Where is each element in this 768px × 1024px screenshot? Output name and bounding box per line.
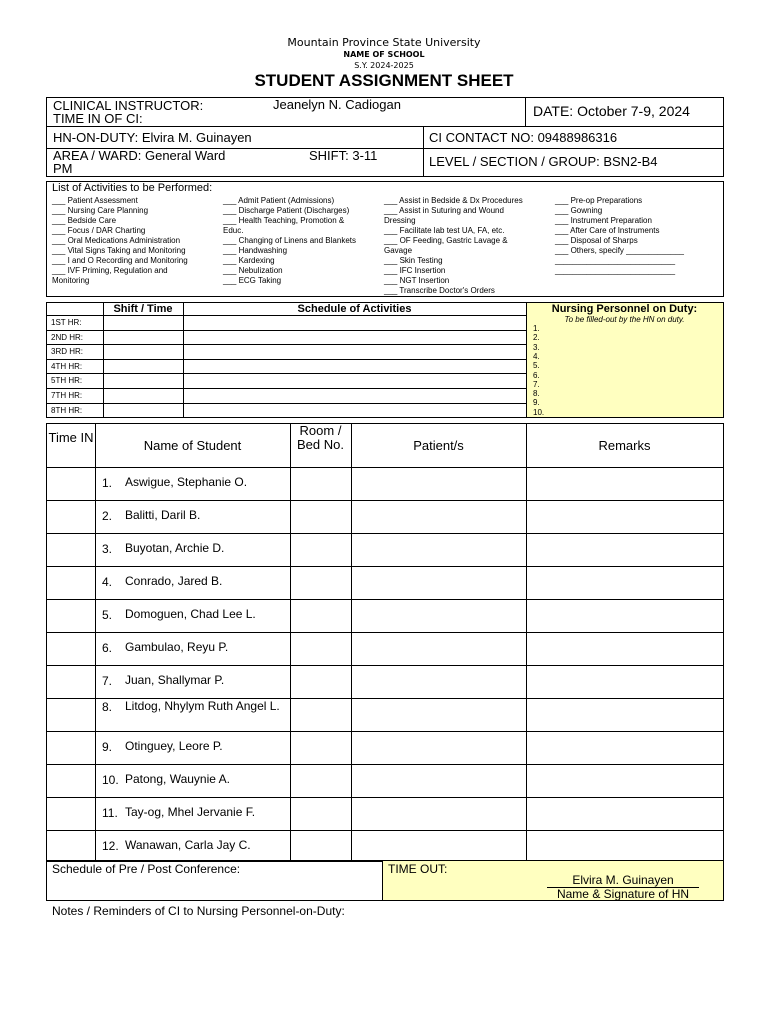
ci-contact: CI CONTACT NO: 09488986316 [429,130,618,145]
activity-item: ___ Discharge Patient (Discharges) [223,206,350,215]
student-name: Otinguey, Leore P. [125,739,223,753]
activity-item: ___ Oral Medications Administration [52,236,181,245]
student-row [47,797,723,830]
student-number: 9. [102,740,113,754]
activity-item: ___ OF Feeding, Gastric Lavage & [384,236,508,245]
schedule-hour-label: 5TH HR: [51,376,83,386]
ci-name: Jeanelyn N. Cadiogan [273,97,401,112]
student-number: 5. [102,608,113,622]
schedule-hour-label: 2ND HR: [51,332,84,342]
student-name: Buyotan, Archie D. [125,541,225,555]
student-row [47,665,723,698]
student-number: 7. [102,674,113,688]
activity-item: ___ After Care of Instruments [555,226,660,235]
activity-item: Educ. [223,226,244,235]
area-ward: AREA / WARD: General Ward [53,148,226,163]
personnel-number: 1. [533,324,540,333]
activity-item: ___ Skin Testing [384,256,443,265]
school-year: S.Y. 2024-2025 [354,61,414,70]
time-out-label: TIME OUT: [388,862,448,876]
activity-item: ___ Focus / DAR Charting [52,226,146,235]
time-in-header: Time IN [48,430,94,445]
activity-item: ___ Gowning [555,206,603,215]
activities-col-3 [384,196,523,296]
shift-cont: PM [53,161,73,176]
activity-item: ___ Nursing Care Planning [52,206,149,215]
level-section-group: LEVEL / SECTION / GROUP: BSN2-B4 [429,154,658,169]
personnel-number: 9. [533,398,540,408]
activity-item: ___ Kardexing [223,256,275,265]
activity-item: ___ Assist in Suturing and Wound [384,206,504,215]
activity-item: Dressing [384,216,416,225]
activity-item: ___ Others, specify _____________ [555,246,684,255]
student-row [47,500,723,533]
activity-item: ___ Assist in Bedside & Dx Procedures [384,196,523,205]
student-number: 11. [102,806,118,820]
activity-item: ___ Instrument Preparation [555,216,652,225]
student-row [47,698,723,731]
activity-item: ___ Patient Assessment [52,196,138,205]
activity-item: ___ Handwashing [223,246,288,255]
activity-item: ___ IFC Insertion [384,266,446,275]
activities-title: List of Activities to be Performed: [52,182,213,194]
time-in-label: TIME IN OF CI: [53,111,143,126]
personnel-number: 2. [533,333,540,343]
activity-item: ___ Vital Signs Taking and Monitoring [52,246,186,255]
activity-item: ___ I and O Recording and Monitoring [52,256,188,265]
activities-col-4 [555,196,684,276]
student-number: 1. [102,476,113,490]
hn-signature-name: Elvira M. Guinayen [547,874,699,888]
student-number: 12. [102,839,119,853]
student-number: 3. [102,542,113,556]
schedule-hour-label: 3RD HR: [51,347,84,357]
student-row [47,533,723,566]
student-name: Gambulao, Reyu P. [125,640,229,654]
activities-col-2 [223,196,356,286]
activity-item: ___ Pre-op Preparations [555,196,643,205]
personnel-note: To be filled-out by the HN on duty. [564,315,685,324]
shift-field: SHIFT: 3-11 [309,148,378,163]
conference-label: Schedule of Pre / Post Conference: [52,862,241,876]
university-name: Mountain Province State University [287,36,481,49]
activity-item: ___ ECG Taking [223,276,282,285]
activity-item: Monitoring [52,276,90,285]
student-number: 2. [102,509,113,523]
info-box [46,97,724,177]
schedule-hour-label: 8TH HR: [51,405,83,415]
notes-label: Notes / Reminders of CI to Nursing Personnel-on-Duty: [52,904,345,918]
activity-item: ___ Nebulization [223,266,283,275]
remarks-header: Remarks [598,438,651,453]
activities-box [46,181,724,297]
schedule-table [46,302,724,418]
page-title: STUDENT ASSIGNMENT SHEET [254,71,514,90]
time-out-box [382,860,724,901]
activity-item: ___ Bedside Care [52,216,117,225]
students-table [46,423,724,862]
schedule-hour-label: 1ST HR: [51,318,82,327]
patients-header: Patient/s [413,438,464,453]
student-name-header: Name of Student [143,438,242,453]
student-number: 8. [102,700,113,714]
activity-item: ___________________________ [555,256,676,265]
personnel-number: 5. [533,361,540,371]
date-field: DATE: October 7-9, 2024 [533,103,690,119]
school-label: NAME OF SCHOOL [343,50,425,59]
student-row [47,731,723,764]
shift-time-header: Shift / Time [113,303,173,315]
hn-signature-label: Name & Signature of HN [556,887,690,901]
personnel-number: 8. [533,389,540,399]
activity-item: ___ Disposal of Sharps [555,236,638,245]
student-name: Juan, Shallymar P. [125,673,225,687]
student-name: Domoguen, Chad Lee L. [125,607,256,621]
activity-item: ___ Admit Patient (Admissions) [223,196,335,205]
student-number: 10. [102,773,119,787]
student-name: Litdog, Nhylym Ruth Angel L. [125,699,280,713]
activity-item: ___ Facilitate lab test UA, FA, etc. [384,226,505,235]
student-number: 4. [102,575,113,589]
activity-item: Gavage [384,246,413,255]
activities-col-1 [52,196,188,286]
student-row [47,764,723,797]
personnel-number: 4. [533,351,540,361]
activity-item: ___ Health Teaching, Promotion & [223,216,345,225]
student-name: Patong, Wauynie A. [125,772,230,786]
personnel-number: 6. [533,370,540,380]
student-row [47,599,723,632]
student-row [47,632,723,665]
personnel-number: 10. [533,407,545,417]
schedule-hour-label: 4TH HR: [51,361,83,371]
schedule-activities-header: Schedule of Activities [297,303,412,315]
student-name: Conrado, Jared B. [125,574,223,588]
activity-item: ___ IVF Priming, Regulation and [52,266,168,275]
ci-label: CLINICAL INSTRUCTOR: [53,98,204,113]
student-row [47,830,723,863]
student-number: 6. [102,641,113,655]
activity-item: ___ Changing of Linens and Blankets [223,236,356,245]
student-row [47,467,723,500]
student-name: Tay-og, Mhel Jervanie F. [125,805,256,819]
activity-item: ___________________________ [555,266,676,275]
student-row [47,566,723,599]
personnel-number: 3. [533,342,540,352]
personnel-number: 7. [533,379,540,389]
student-name: Balitti, Daril B. [125,508,201,522]
nursing-personnel-header: Nursing Personnel on Duty: [551,303,698,315]
activity-item: ___ NGT Insertion [384,276,450,285]
schedule-hour-label: 7TH HR: [51,391,83,400]
activity-item: ___ Transcribe Doctor's Orders [384,286,495,295]
student-name: Wanawan, Carla Jay C. [125,838,251,852]
conference-box [46,860,383,901]
room-bed-header: Room / Bed No. [297,423,344,452]
hn-on-duty: HN-ON-DUTY: Elvira M. Guinayen [53,130,252,145]
student-name: Aswigue, Stephanie O. [125,475,248,489]
